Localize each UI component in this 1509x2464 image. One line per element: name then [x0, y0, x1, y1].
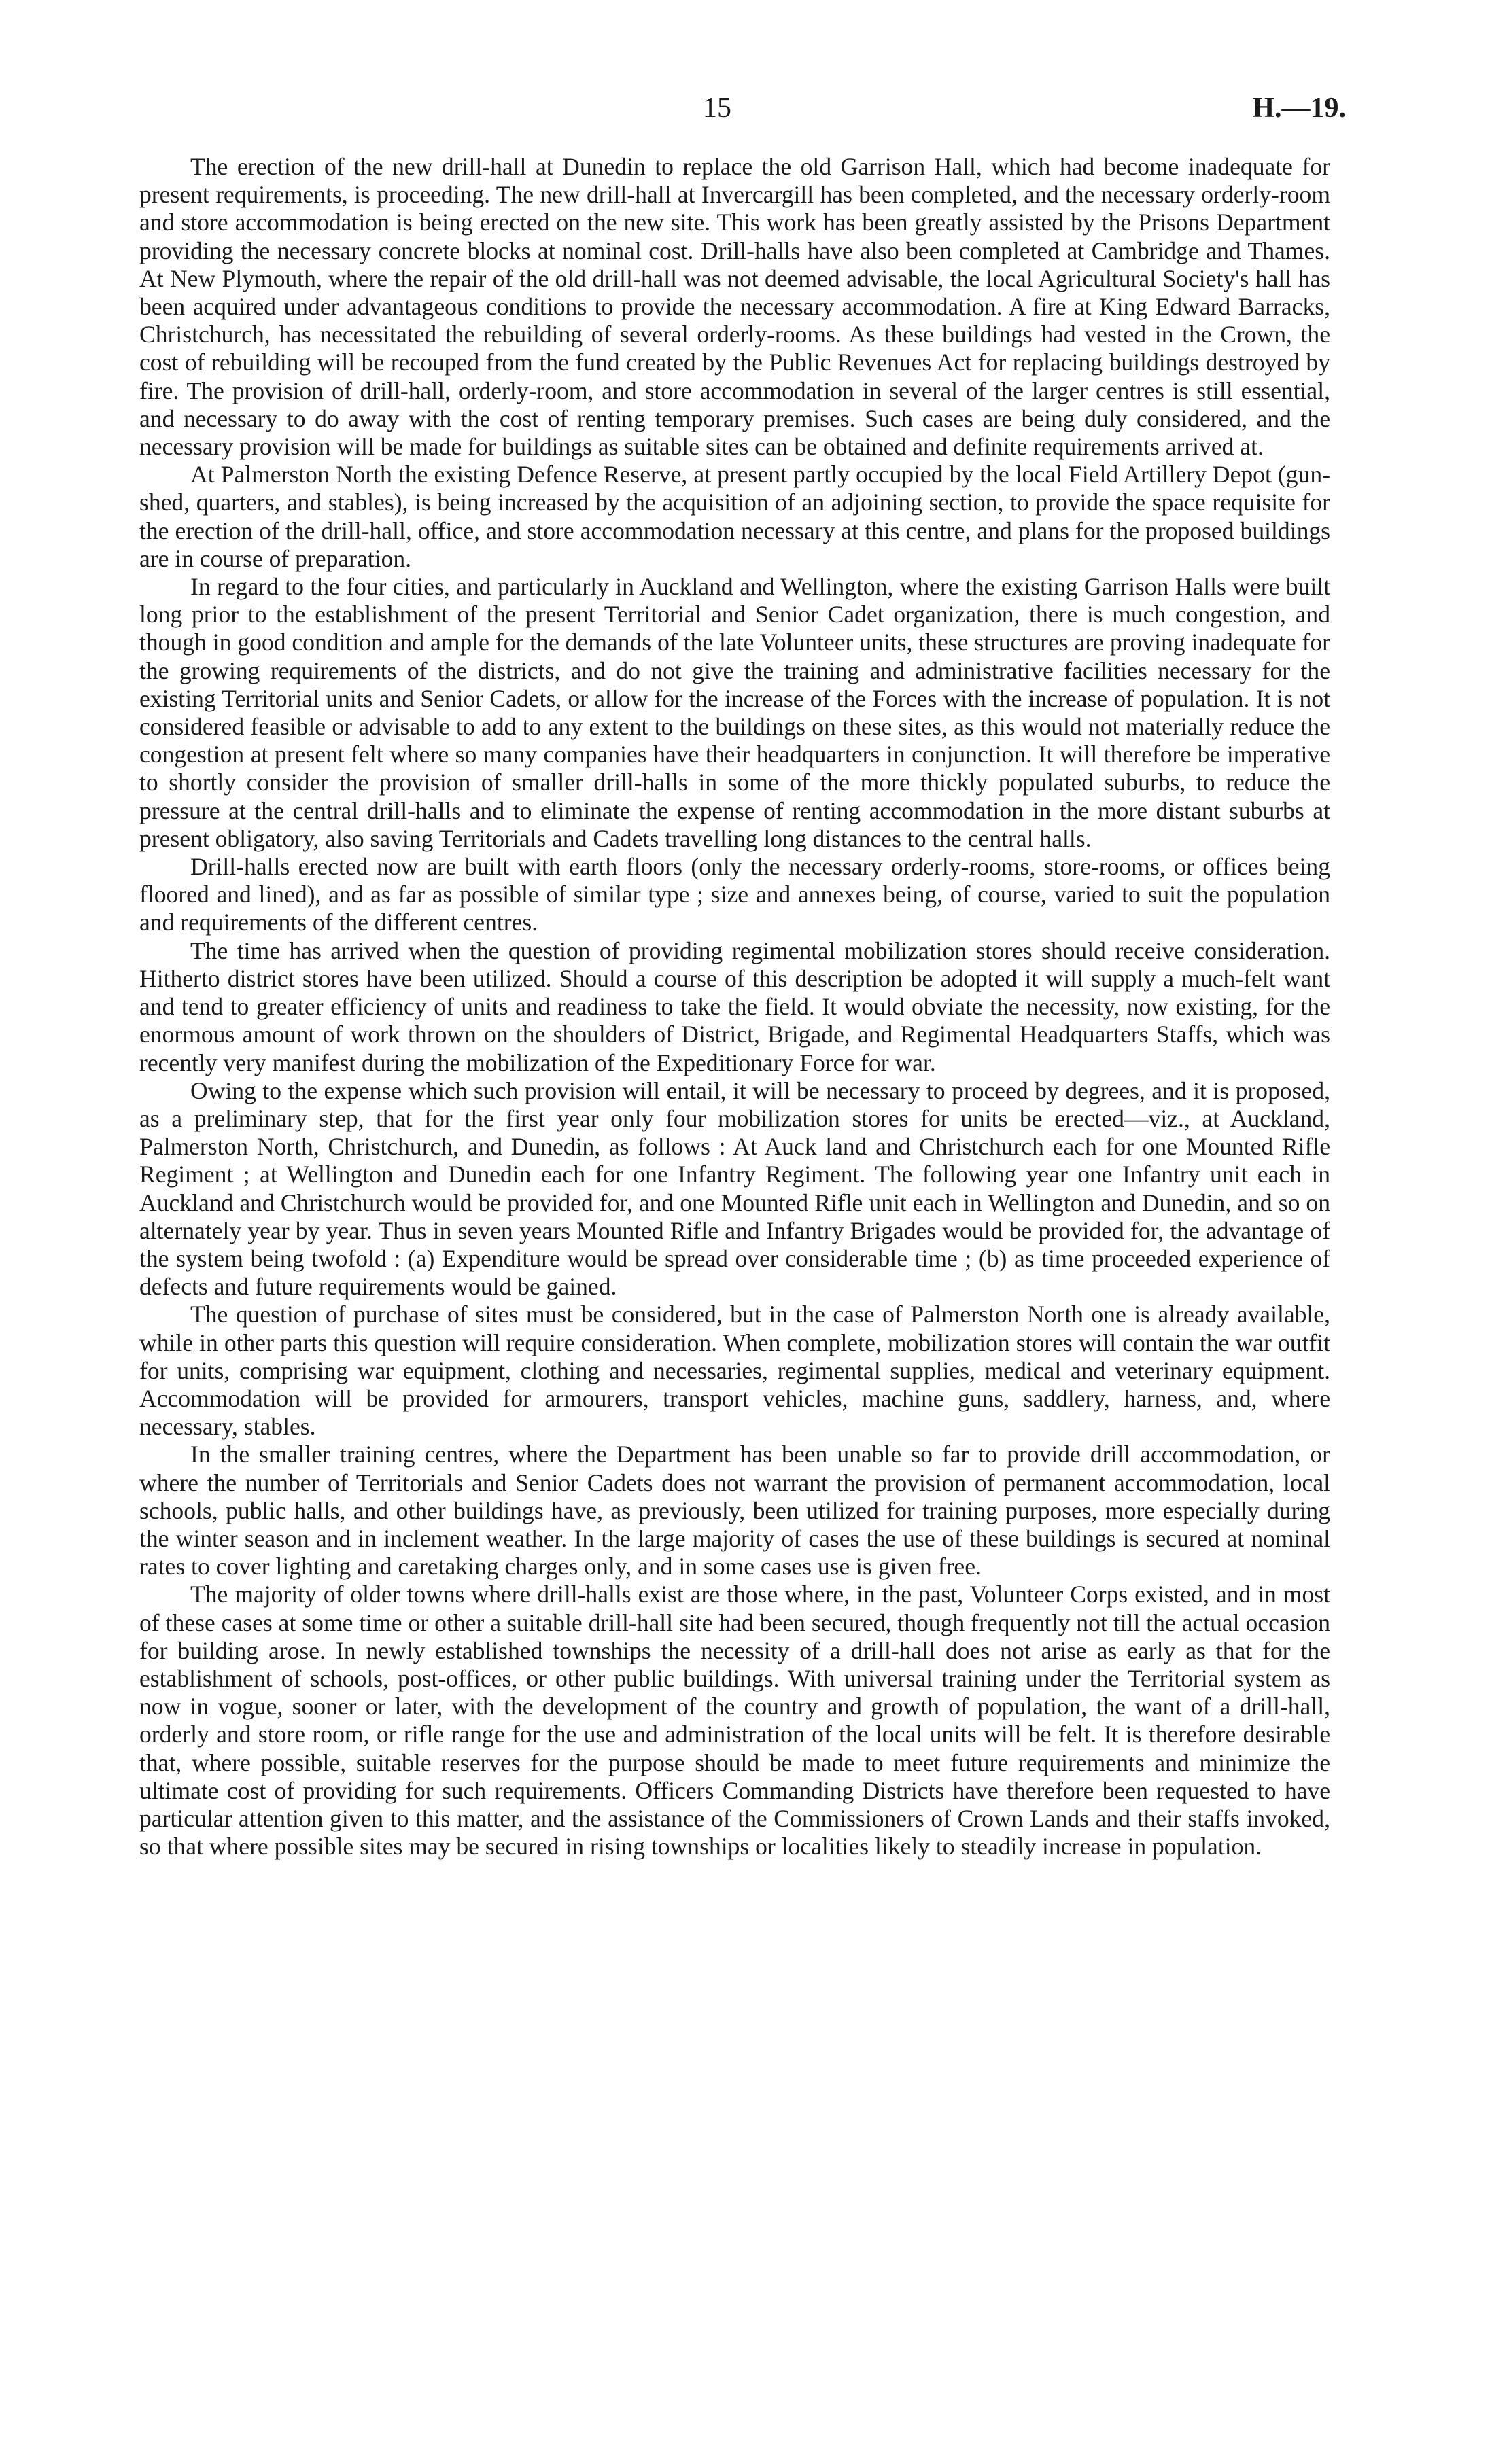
- paragraph-older-towns: The majority of older towns where drill-halls exist are those where, in the past, Volunteer Corps existed, and in most of these cases at some time or other a suitable drill-hall site had been secured, though frequently not till the actual occasion for building arose. In newly established townships the necessity of a drill-hall does not arise as early as that for the establishment of schools, post-offices, or other public buildings. With universal training under the Territorial system as now in vogue, sooner or later, with the development of the country and growth of population, the want of a drill-hall, orderly and store room, or rifle range for the use and administration of the local units will be felt. It is therefore desirable that, where possible, suitable reserves for the purpose should be made to meet future requirements and minimize the ultimate cost of providing for such requirements. Officers Commanding Districts have therefore been requested to have particular attention given to this matter, and the assistance of the Commissioners of Crown Lands and their staffs invoked, so that where possible sites may be secured in rising townships or localities likely to steadily increase in population.: [139, 1581, 1330, 1861]
- paragraph-mobilization-stores: The time has arrived when the question of providing regimental mobilization stores should receive consideration. Hitherto district stores have been utilized. Should a course of this description be adopted it will supply a much-felt want and tend to greater efficiency of units and readiness to take the field. It would obviate the necessity, now existing, for the enormous amount of work thrown on the shoulders of District, Brigade, and Regimental Headquarters Staffs, which was recently very manifest during the mobilization of the Expeditionary Force for war.: [139, 936, 1330, 1076]
- paragraph-smaller-training-centres: In the smaller training centres, where the Department has been unable so far to provide drill accommodation, or where the number of Territorials and Senior Cadets does not warrant the provision of permanent accommodation, local schools, public halls, and other buildings have, as previously, been utilized for training purposes, more especially during the winter season and in inclement weather. In the large majority of cases the use of these buildings is secured at nominal rates to cover lighting and caretaking charges only, and in some cases use is given free.: [139, 1441, 1330, 1581]
- page-number: 15: [703, 92, 731, 124]
- paragraph-expense-degrees: Owing to the expense which such provision will entail, it will be necessary to proceed by degrees, and it is proposed, as a preliminary step, that for the first year only four mobilization stores for units be erected—viz., at Auckland, Palmerston North, Christchurch, and Dunedin, as follows : At Auck land and Christchurch each for one Mounted Rifle Regiment ; at Wellington and Dunedin each for one Infantry Regiment. The following year one Infantry unit each in Auckland and Christchurch would be provided for, and one Mounted Rifle unit each in Wellington and Dunedin, and so on alternately year by year. Thus in seven years Mounted Rifle and Infantry Brigades would be provided for, the advantage of the system being twofold : (a) Expenditure would be spread over considerable time ; (b) as time proceeded experience of defects and future requirements would be gained.: [139, 1076, 1330, 1301]
- paragraph-palmerston-north: At Palmerston North the existing Defence Reserve, at present partly occupied by the local Field Artillery Depot (gun-shed, quarters, and stables), is being increased by the acquisition of an adjoining section, to provide the space requisite for the erection of the drill-hall, office, and store accommodation necessary at this centre, and plans for the proposed buildings are in course of preparation.: [139, 461, 1330, 572]
- paragraph-purchase-of-sites: The question of purchase of sites must be considered, but in the case of Palmerston North one is already available, while in other parts this question will require consideration. When complete, mobilization stores will contain the war outfit for units, comprising war equipment, clothing and necessaries, regimental supplies, medical and veterinary equipment. Accommodation will be provided for armourers, transport vehicles, machine guns, saddlery, harness, and, where necessary, stables.: [139, 1301, 1330, 1441]
- paragraph-drill-hall-erection: The erection of the new drill-hall at Dunedin to replace the old Garrison Hall, which had become inadequate for present requirements, is proceeding. The new drill-hall at Invercargill has been completed, and the necessary orderly-room and store accommodation is being erected on the new site. This work has been greatly assisted by the Prisons Department providing the necessary concrete blocks at nominal cost. Drill-halls have also been completed at Cambridge and Thames. At New Plymouth, where the repair of the old drill-hall was not deemed advisable, the local Agricultural Society's hall has been acquired under advantageous conditions to provide the necessary accommodation. A fire at King Edward Barracks, Christchurch, has necessitated the rebuilding of several orderly-rooms. As these buildings had vested in the Crown, the cost of rebuilding will be recouped from the fund created by the Public Revenues Act for replacing buildings destroyed by fire. The provision of drill-hall, orderly-room, and store accommodation in several of the larger centres is still essential, and necessary to do away with the cost of renting temporary premises. Such cases are being duly considered, and the necessary provision will be made for buildings as suitable sites can be obtained and definite requirements arrived at.: [139, 153, 1330, 461]
- paragraph-earth-floors: Drill-halls erected now are built with earth floors (only the necessary orderly-rooms, store-rooms, or offices being floored and lined), and as far as possible of similar type ; size and annexes being, of course, varied to suit the population and requirements of the different centres.: [139, 853, 1330, 936]
- document-reference: H.—19.: [1252, 92, 1346, 124]
- body-text: [139, 153, 1330, 1861]
- paragraph-four-cities: In regard to the four cities, and particularly in Auckland and Wellington, where the existing Garrison Halls were built long prior to the establishment of the present Territorial and Senior Cadet organization, there is much congestion, and though in good condition and ample for the demands of the late Volunteer units, these structures are proving inadequate for the growing requirements of the districts, and do not give the training and administrative facilities necessary for the existing Territorial units and Senior Cadets, or allow for the increase of the Forces with the increase of population. It is not considered feasible or advisable to add to any extent to the buildings on these sites, as this would not materially reduce the congestion at present felt where so many companies have their headquarters in conjunction. It will therefore be imperative to shortly consider the provision of smaller drill-halls in some of the more thickly populated suburbs, to reduce the pressure at the central drill-halls and to eliminate the expense of renting accommodation in the more distant suburbs at present obligatory, also saving Territorials and Cadets travelling long distances to the central halls.: [139, 573, 1330, 852]
